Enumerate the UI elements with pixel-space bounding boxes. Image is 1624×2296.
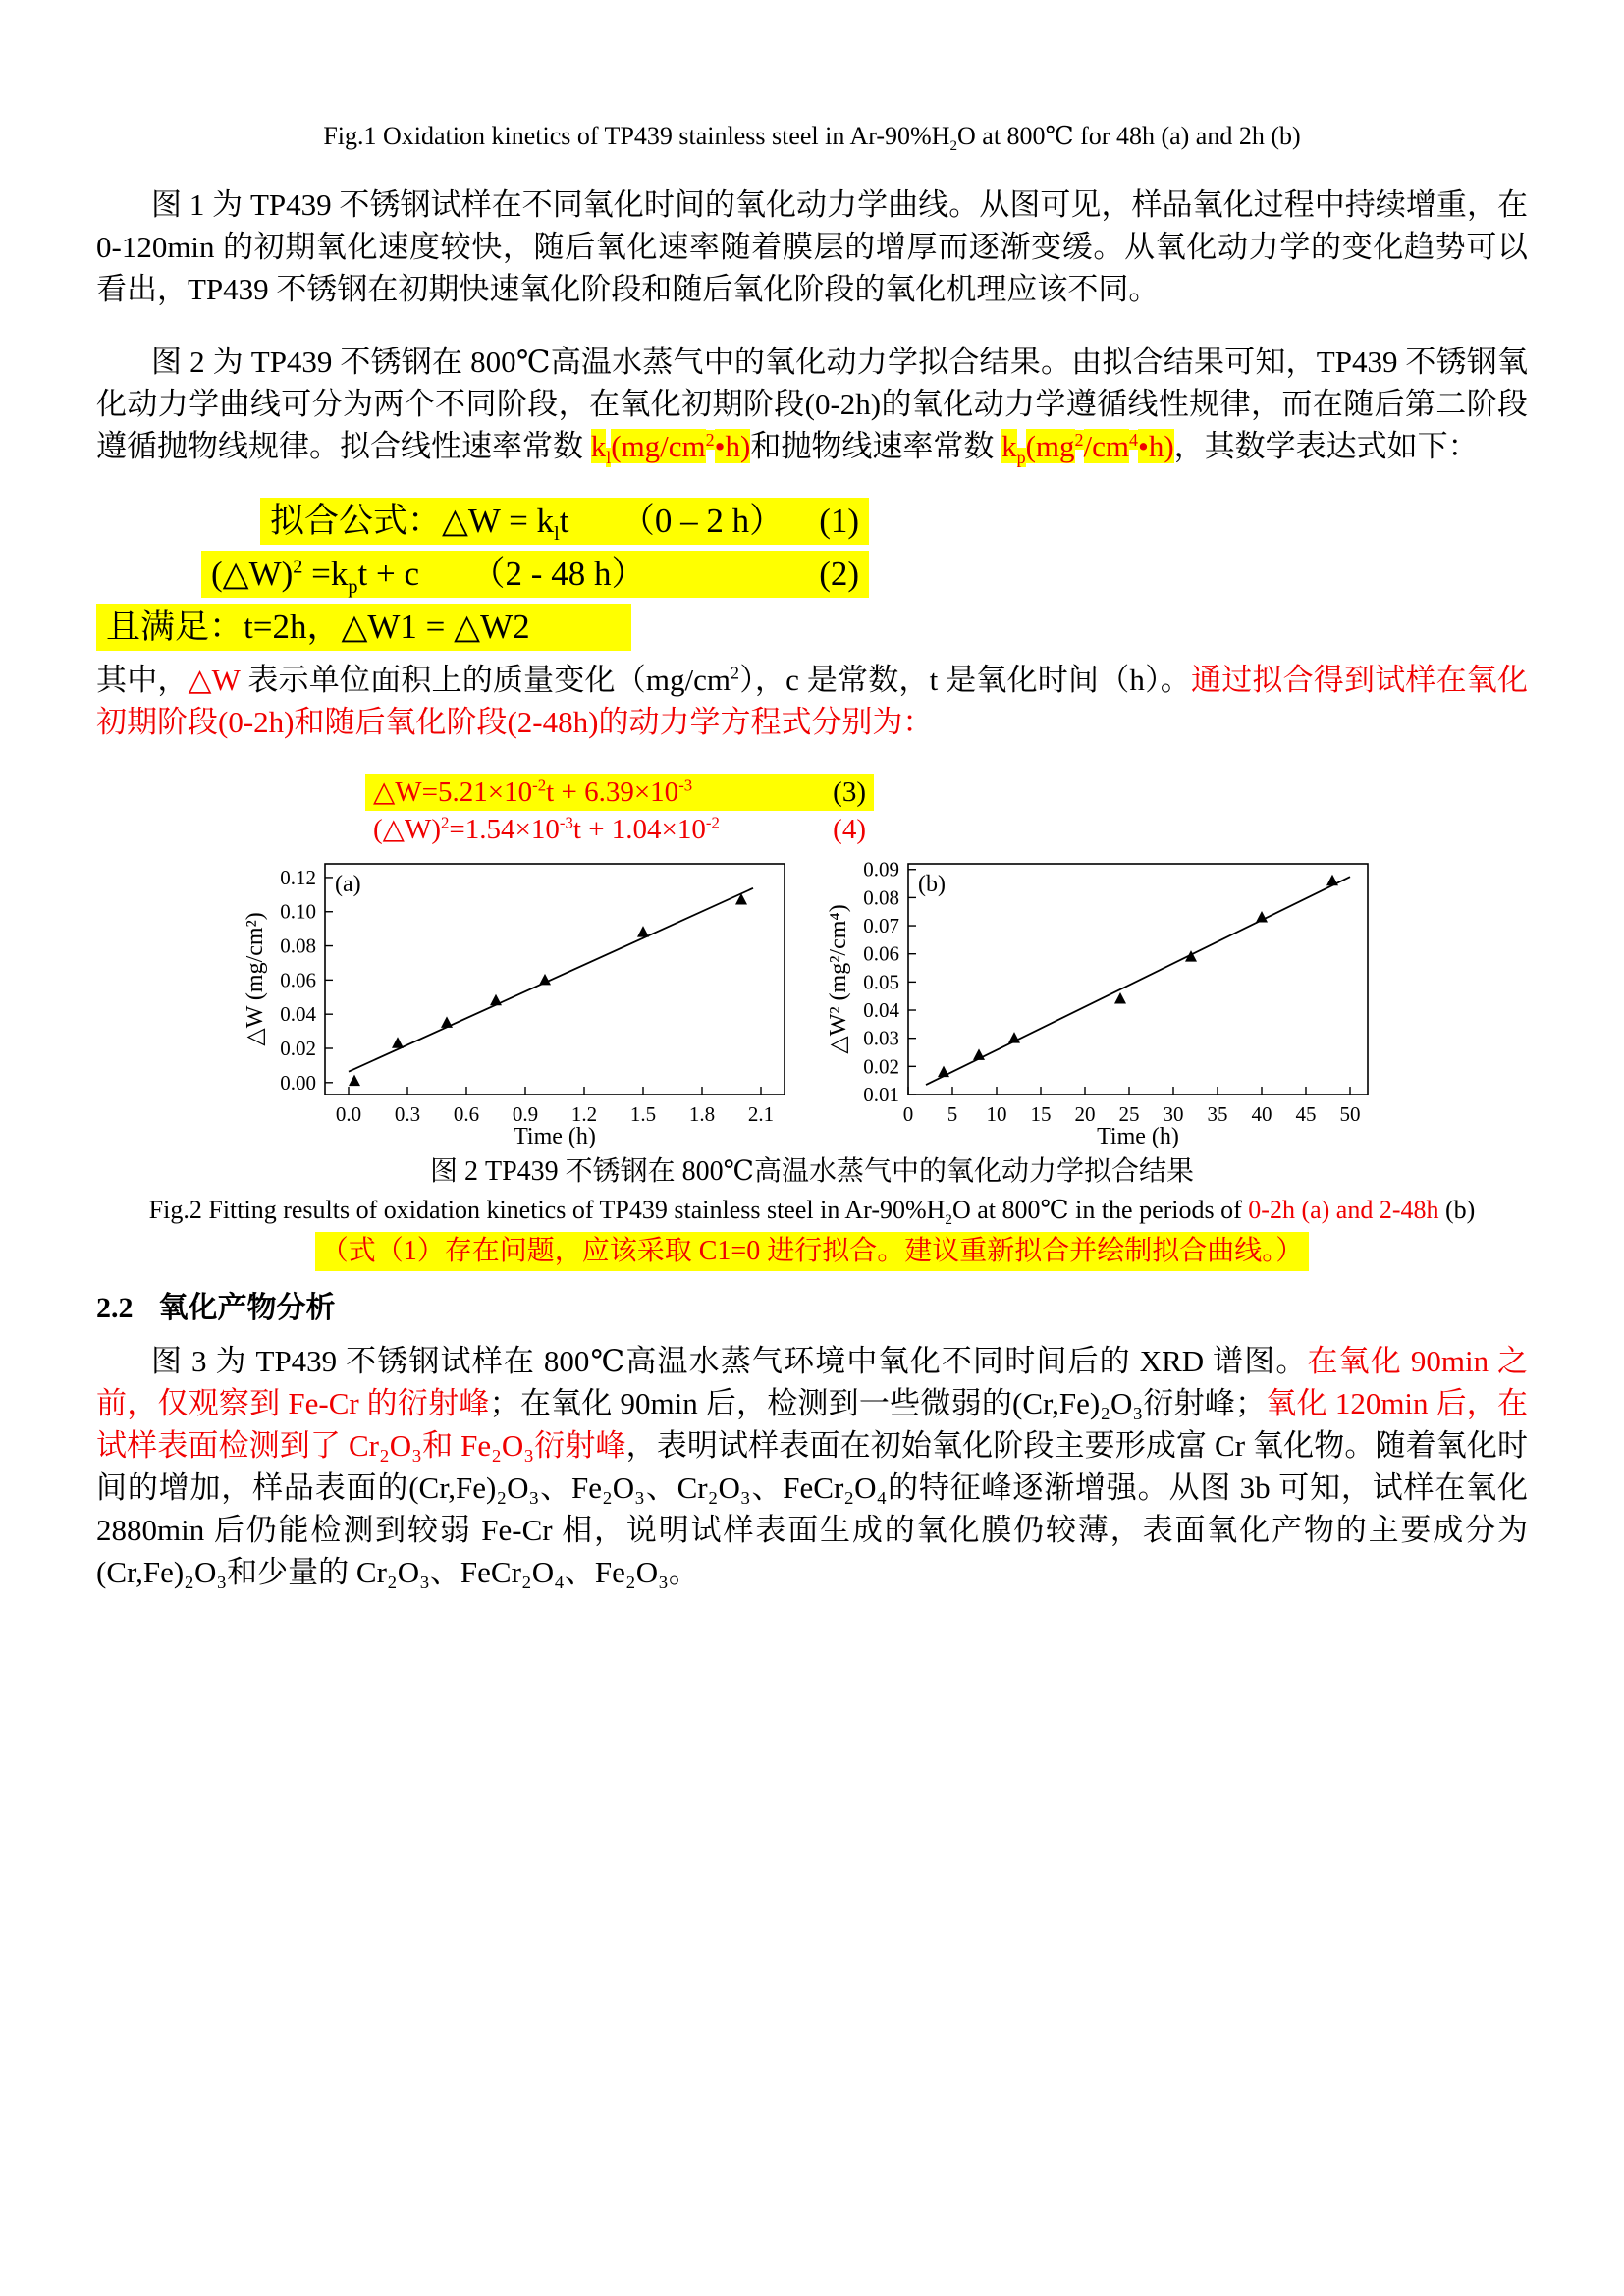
chart-a [243, 852, 798, 1151]
svg-text:35: 35 [1207, 1102, 1228, 1126]
paragraph-2: 图 2 为 TP439 不锈钢在 800℃高温水蒸气中的氧化动力学拟合结果。由拟合结果可知，TP439 不锈钢氧化动力学曲线可分为两个不同阶段，在氧化初期阶段(0-2h)的氧化动力学遵循线性规律，而在随后第二阶段遵循抛物线规律。拟合线性速率常数 $k_l(mg/cm^2•h)$和抛物线速率常数 $k_p(mg^2/cm^4•h)$，其数学表达式如下： [96, 345, 1528, 468]
svg-text:15: 15 [1030, 1102, 1052, 1126]
fig2-caption-cn: 图 2 TP439 不锈钢在 800℃高温水蒸气中的氧化动力学拟合结果 [429, 1156, 1194, 1187]
svg-text:0.0: 0.0 [335, 1102, 362, 1126]
section-heading [96, 1289, 1528, 1328]
svg-text:0.10: 0.10 [280, 899, 316, 924]
paragraph-4: 图 3 为 TP439 不锈钢试样在 800℃高温水蒸气环境中氧化不同时间后的 XRD 谱图。在氧化 90min 之前，仅观察到 Fe-Cr 的衍射峰；在氧化 90min 后，检测到一些微弱的(Cr,Fe)₂O₃衍射峰；氧化 120min 后，在试样表面检测到了 Cr₂O₃和 Fe₂O₃衍射峰，表明试样表面在初始氧化阶段主要形成富 Cr 氧化物。随着氧化时间的增加，样品表面的(Cr,Fe)₂O₃、Fe₂O₃、Cr₂O₃、FeCr₂O₄的特征峰逐渐增强。从图 3b 可知，试样在氧化 2880min 后仍能检测到较弱 Fe-Cr 相，说明试样表面生成的氧化膜仍较薄，表面氧化产物的主要成分为(Cr,Fe)₂O₃和少量的 Cr₂O₃、FeCr₂O₄、Fe₂O₃。 [96, 1344, 1528, 1589]
svg-text:0.06: 0.06 [280, 968, 316, 992]
svg-text:(b): (b) [918, 872, 946, 897]
section-title: 氧化产物分析 [158, 1292, 336, 1324]
svg-text:0.02: 0.02 [280, 1037, 316, 1060]
svg-text:Time (h): Time (h) [1097, 1124, 1179, 1149]
fig1-caption: Fig.1 Oxidation kinetics of TP439 stainless steel in $Ar-90\%H_2O$ at 800℃ for 48h (a) and 2h (b) [323, 122, 1301, 155]
svg-text:0.08: 0.08 [280, 934, 316, 958]
svg-text:2.1: 2.1 [747, 1102, 775, 1126]
svg-text:0.04: 0.04 [863, 998, 899, 1023]
svg-text:0.08: 0.08 [863, 885, 899, 910]
equation-2-number: (2) [819, 555, 859, 593]
svg-text:1.2: 1.2 [570, 1102, 598, 1126]
equation-2-body: (△W)$^2$ $=k_pt + c$ （2 - 48 h） [211, 555, 646, 598]
svg-text:0.03: 0.03 [863, 1026, 899, 1050]
svg-text:0.12: 0.12 [280, 865, 316, 889]
svg-text:50: 50 [1339, 1102, 1361, 1126]
svg-text:0.07: 0.07 [863, 914, 899, 938]
svg-text:20: 20 [1074, 1102, 1096, 1126]
svg-text:5: 5 [947, 1102, 958, 1126]
svg-text:0.09: 0.09 [863, 857, 899, 881]
review-note-text: （式（1）存在问题，应该采取 C1=0 进行拟合。建议重新拟合并绘制拟合曲线。） [315, 1232, 1309, 1271]
equation-4-body: $(\triangle W)^2=1.54\times 10^{-3}t + 1.04\times 10^{-2}$ [373, 813, 720, 845]
svg-text:△W² (mg²/cm⁴): △W² (mg²/cm⁴) [826, 904, 851, 1054]
svg-text:0.06: 0.06 [863, 941, 899, 966]
svg-text:0.00: 0.00 [280, 1070, 316, 1095]
svg-text:0.02: 0.02 [863, 1054, 899, 1079]
svg-text:45: 45 [1295, 1102, 1317, 1126]
svg-text:1.5: 1.5 [629, 1102, 657, 1126]
equation-1-number: (1) [819, 502, 859, 540]
condition-text: 且满足：t=2h，△W1 = △W2 [106, 608, 530, 646]
svg-text:0: 0 [902, 1102, 914, 1126]
condition-line [96, 604, 631, 651]
svg-text:0.6: 0.6 [453, 1102, 480, 1126]
equation-3 [365, 774, 874, 811]
svg-text:40: 40 [1251, 1102, 1272, 1126]
equation-4-number: (4) [833, 814, 866, 845]
svg-text:0.9: 0.9 [512, 1102, 539, 1126]
review-note [96, 1232, 1528, 1271]
svg-text:△W (mg/cm²): △W (mg/cm²) [243, 912, 268, 1046]
svg-text:25: 25 [1118, 1102, 1140, 1126]
svg-text:0.01: 0.01 [863, 1083, 899, 1106]
equation-1-body: 拟合公式：△W = $k_lt$ （0 – 2 h） [270, 502, 785, 545]
svg-text:1.8: 1.8 [688, 1102, 716, 1126]
equation-1 [260, 498, 869, 545]
paragraph-3: 其中，△W 表示单位面积上的质量变化$(mg/cm^2)$，c 是常数，t 是氧化时间（h）。通过拟合得到试样在氧化初期阶段(0-2h)和随后氧化阶段(2-48h)的动力学方程式分别为： [96, 663, 1529, 739]
svg-text:10: 10 [986, 1102, 1007, 1126]
equation-3-number: (3) [833, 776, 866, 808]
svg-text:0.3: 0.3 [394, 1102, 421, 1126]
figure-2 [96, 852, 1528, 1151]
svg-text:0.05: 0.05 [863, 970, 899, 994]
svg-text:(a): (a) [335, 872, 361, 897]
paragraph-1: 图 1 为 TP439 不锈钢试样在不同氧化时间的氧化动力学曲线。从图可见，样品氧化过程中持续增重，在 0-120min 的初期氧化速度较快，随后氧化速率随着膜层的增厚而逐渐变缓。从氧化动力学的变化趋势可以看出，TP439 不锈钢在初期快速氧化阶段和随后氧化阶段的氧化机理应该不同。 [96, 187, 1528, 306]
svg-text:30: 30 [1163, 1102, 1184, 1126]
equation-3-body: $\triangle W=5.21\times 10^{-2}t + 6.39\times 10^{-3}$ [373, 775, 693, 808]
chart-b [826, 852, 1381, 1151]
equation-2 [201, 551, 869, 598]
equation-4 [365, 811, 874, 848]
section-number: 2.2 [96, 1292, 134, 1324]
svg-text:Time (h): Time (h) [514, 1124, 596, 1149]
svg-text:0.04: 0.04 [280, 1002, 316, 1027]
fig2-caption-en: Fig.2 Fitting results of oxidation kinetics of TP439 stainless steel in $Ar-90\%H_2O$ at 800℃ in the periods of 0-2h (a) and 2-48h (b) [148, 1196, 1476, 1229]
